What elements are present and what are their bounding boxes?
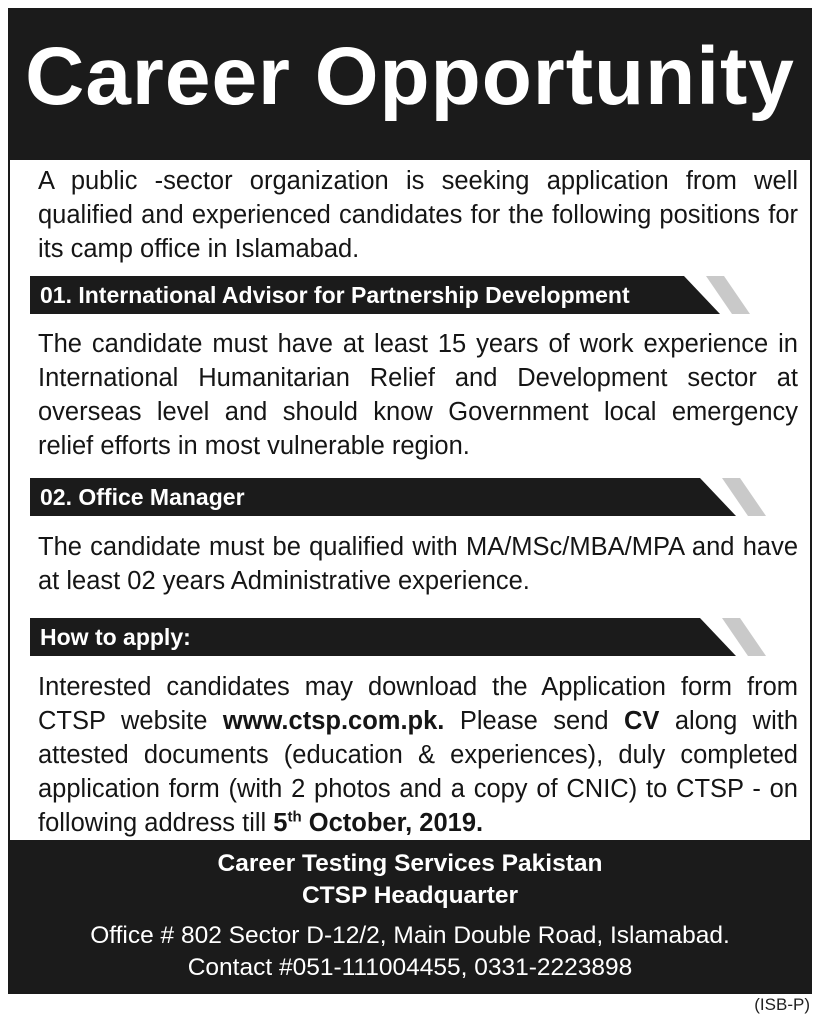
office-address: Office # 802 Sector D-12/2, Main Double Road, Islamabad. [90, 922, 730, 949]
deadline: 5th October, 2019. [273, 808, 484, 837]
contact-footer [10, 840, 810, 992]
contact-numbers: Contact #051-111004455, 0331-2223898 [187, 954, 633, 981]
position-1-heading-bar [30, 276, 730, 314]
headquarter-label: CTSP Headquarter [301, 882, 519, 909]
cv-label: CV [623, 707, 660, 735]
apply-heading: How to apply: [40, 624, 191, 650]
position-2-heading-bar [30, 478, 790, 516]
position-1-heading: 01. International Advisor for Partnership Development [40, 282, 630, 308]
organization-name: Career Testing Services Pakistan [217, 850, 603, 877]
website-link[interactable]: www.ctsp.com.pk. [222, 707, 445, 735]
position-2-heading: 02. Office Manager [40, 484, 245, 510]
position-2-description: The candidate must be qualified with MA/MSc/MBA/MPA and have at least 02 years Administrative experience. [38, 533, 798, 595]
apply-instructions: Interested candidates may download the Application form from CTSP website www.ctsp.com.pk. Please send CV along with attested documents (education & experiences), duly completed application form (with 2 photos and a copy of CNIC) to CTSP - on following address till 5th October, 2019. [38, 673, 799, 837]
publication-tag: (ISB-P) [754, 995, 810, 1014]
intro-paragraph: A public -sector organization is seeking application from well qualified and experienced candidates for the following positions for its camp office in Islamabad. [38, 167, 798, 263]
ad-title: Career Opportunity [25, 31, 795, 122]
position-1-description: The candidate must have at least 15 years of work experience in International Humanitarian Relief and Development sector at overseas level and should know Government local emergency relief efforts in most vulnerable region. [38, 330, 798, 460]
apply-heading-bar [30, 618, 790, 656]
